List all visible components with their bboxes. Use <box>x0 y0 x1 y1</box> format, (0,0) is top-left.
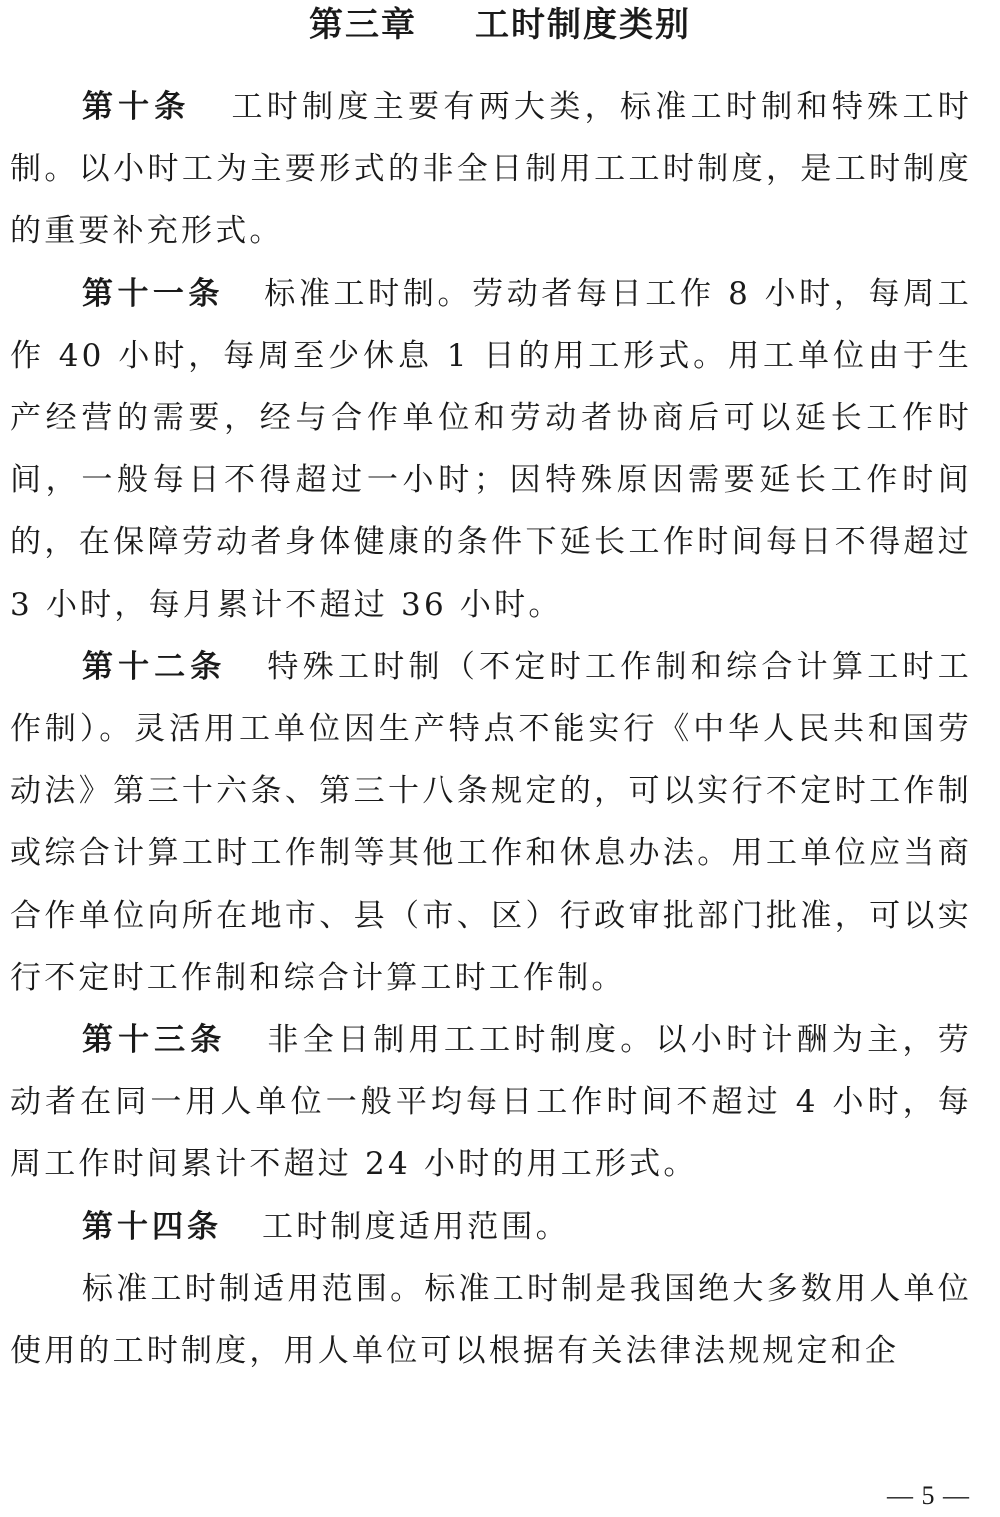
page-number: — 5 — <box>887 1481 970 1510</box>
article-label: 第十二条 <box>82 648 227 685</box>
article-13 <box>10 1009 972 1196</box>
article-14 <box>10 1196 972 1258</box>
article-10 <box>10 76 972 263</box>
article-text: 工时制度适用范围。 <box>262 1208 570 1245</box>
article-label: 第十四条 <box>82 1208 222 1245</box>
article-text: 特殊工时制（不定时工作制和综合计算工时工作制）。灵活用工单位因生产特点不能实行《中华人民共和国劳动法》第三十六条、第三十八条规定的，可以实行不定时工作制或综合计算工时工作制等其他工作和休息办法。用工单位应当商合作单位向所在地市、县（市、区）行政审批部门批准，可以实行不定时工作制和综合计算工时工作制。 <box>10 648 973 996</box>
chapter-number: 第三章 <box>309 5 417 45</box>
article-label: 第十三条 <box>82 1022 227 1059</box>
chapter-heading <box>0 0 1000 50</box>
article-text: 标准工时制。劳动者每日工作 8 小时，每周工作 40 小时，每周至少休息 1 日的用工形式。用工单位由于生产经营的需要，经与合作单位和劳动者协商后可以延长工作时间，一般每日不得超过一小时；因特殊原因需要延长工作时间的，在保障劳动者身体健康的条件下延长工作时间每日不得超过 3 小时，每月累计不超过 36 小时。 <box>10 275 972 623</box>
article-12 <box>10 636 972 1009</box>
article-text: 非全日制用工工时制度。以小时计酬为主，劳动者在同一用人单位一般平均每日工作时间不超过 4 小时，每周工作时间累计不超过 24 小时的用工形式。 <box>10 1022 973 1183</box>
body-text <box>10 76 972 1382</box>
article-label: 第十一条 <box>82 275 224 312</box>
body-paragraph: 标准工时制适用范围。标准工时制是我国绝大多数用人单位使用的工时制度，用人单位可以根据有关法律法规规定和企 <box>10 1270 972 1370</box>
chapter-title: 工时制度类别 <box>475 5 691 45</box>
article-label: 第十条 <box>82 89 191 125</box>
article-text: 工时制度主要有两大类，标准工时制和特殊工时制。以小时工为主要形式的非全日制用工工时制度，是工时制度的重要补充形式。 <box>10 89 973 250</box>
article-11 <box>10 263 972 636</box>
